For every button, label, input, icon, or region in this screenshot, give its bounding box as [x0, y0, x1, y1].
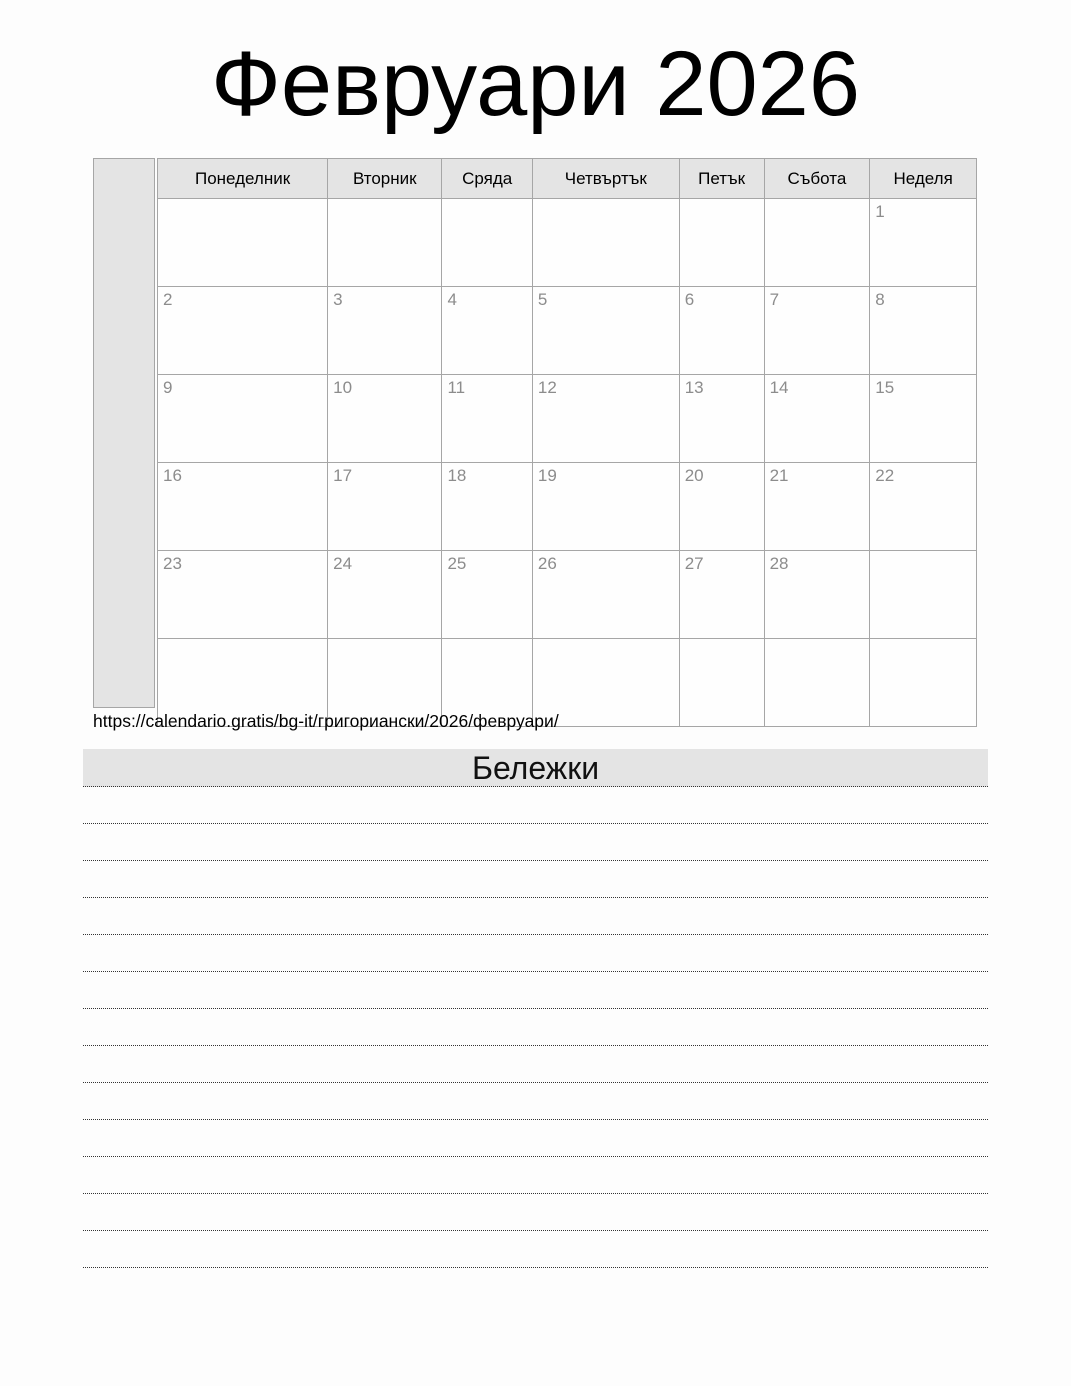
note-line — [83, 1046, 988, 1083]
day-cell: 1 — [870, 199, 977, 287]
day-cell: 28 — [764, 551, 870, 639]
day-cell: 14 — [764, 375, 870, 463]
day-cell — [870, 551, 977, 639]
calendar-week-row — [158, 287, 977, 375]
day-cell: 23 — [158, 551, 328, 639]
note-line — [83, 1231, 988, 1268]
note-line — [83, 787, 988, 824]
day-cell: 16 — [158, 463, 328, 551]
day-cell: 10 — [328, 375, 442, 463]
day-cell — [679, 199, 764, 287]
day-header-saturday: Събота — [764, 159, 870, 199]
day-header-wednesday: Сряда — [442, 159, 532, 199]
day-cell: 6 — [679, 287, 764, 375]
day-cell — [328, 199, 442, 287]
day-cell — [870, 639, 977, 727]
day-header-thursday: Четвъртък — [532, 159, 679, 199]
calendar-week-row — [158, 199, 977, 287]
day-cell: 25 — [442, 551, 532, 639]
day-cell — [532, 199, 679, 287]
day-header-friday: Петък — [679, 159, 764, 199]
day-cell — [679, 639, 764, 727]
day-cell: 22 — [870, 463, 977, 551]
note-line — [83, 1194, 988, 1231]
day-cell: 4 — [442, 287, 532, 375]
calendar-grid — [157, 158, 977, 727]
note-line — [83, 1083, 988, 1120]
day-cell: 15 — [870, 375, 977, 463]
day-cell: 12 — [532, 375, 679, 463]
day-cell: 13 — [679, 375, 764, 463]
day-cell: 27 — [679, 551, 764, 639]
day-cell: 17 — [328, 463, 442, 551]
note-line — [83, 861, 988, 898]
note-line — [83, 1120, 988, 1157]
note-line — [83, 1157, 988, 1194]
notes-lines — [83, 787, 988, 1268]
day-cell — [442, 199, 532, 287]
day-cell: 26 — [532, 551, 679, 639]
day-cell: 8 — [870, 287, 977, 375]
day-cell: 19 — [532, 463, 679, 551]
day-cell: 24 — [328, 551, 442, 639]
day-cell — [764, 639, 870, 727]
calendar-week-row — [158, 551, 977, 639]
note-line — [83, 1009, 988, 1046]
notes-title: Бележки — [471, 749, 600, 786]
calendar-gutter — [93, 158, 155, 708]
day-cell: 11 — [442, 375, 532, 463]
day-cell — [158, 199, 328, 287]
note-line — [83, 935, 988, 972]
month-title: Февруари 2026 — [210, 33, 861, 135]
day-header-monday: Понеделник — [158, 159, 328, 199]
day-cell: 9 — [158, 375, 328, 463]
notes-header — [83, 749, 988, 787]
calendar-week-row — [158, 463, 977, 551]
day-cell: 20 — [679, 463, 764, 551]
note-line — [83, 824, 988, 861]
day-cell: 21 — [764, 463, 870, 551]
calendar-week-row — [158, 375, 977, 463]
calendar-header-row — [158, 159, 977, 199]
note-line — [83, 898, 988, 935]
calendar-table — [93, 158, 977, 708]
day-cell: 7 — [764, 287, 870, 375]
day-cell: 3 — [328, 287, 442, 375]
day-cell: 5 — [532, 287, 679, 375]
source-url: https://calendario.gratis/bg-it/григориански/2026/февруари/ — [93, 711, 559, 731]
day-cell — [764, 199, 870, 287]
day-header-sunday: Неделя — [870, 159, 977, 199]
day-cell: 18 — [442, 463, 532, 551]
day-cell: 2 — [158, 287, 328, 375]
day-header-tuesday: Вторник — [328, 159, 442, 199]
note-line — [83, 972, 988, 1009]
